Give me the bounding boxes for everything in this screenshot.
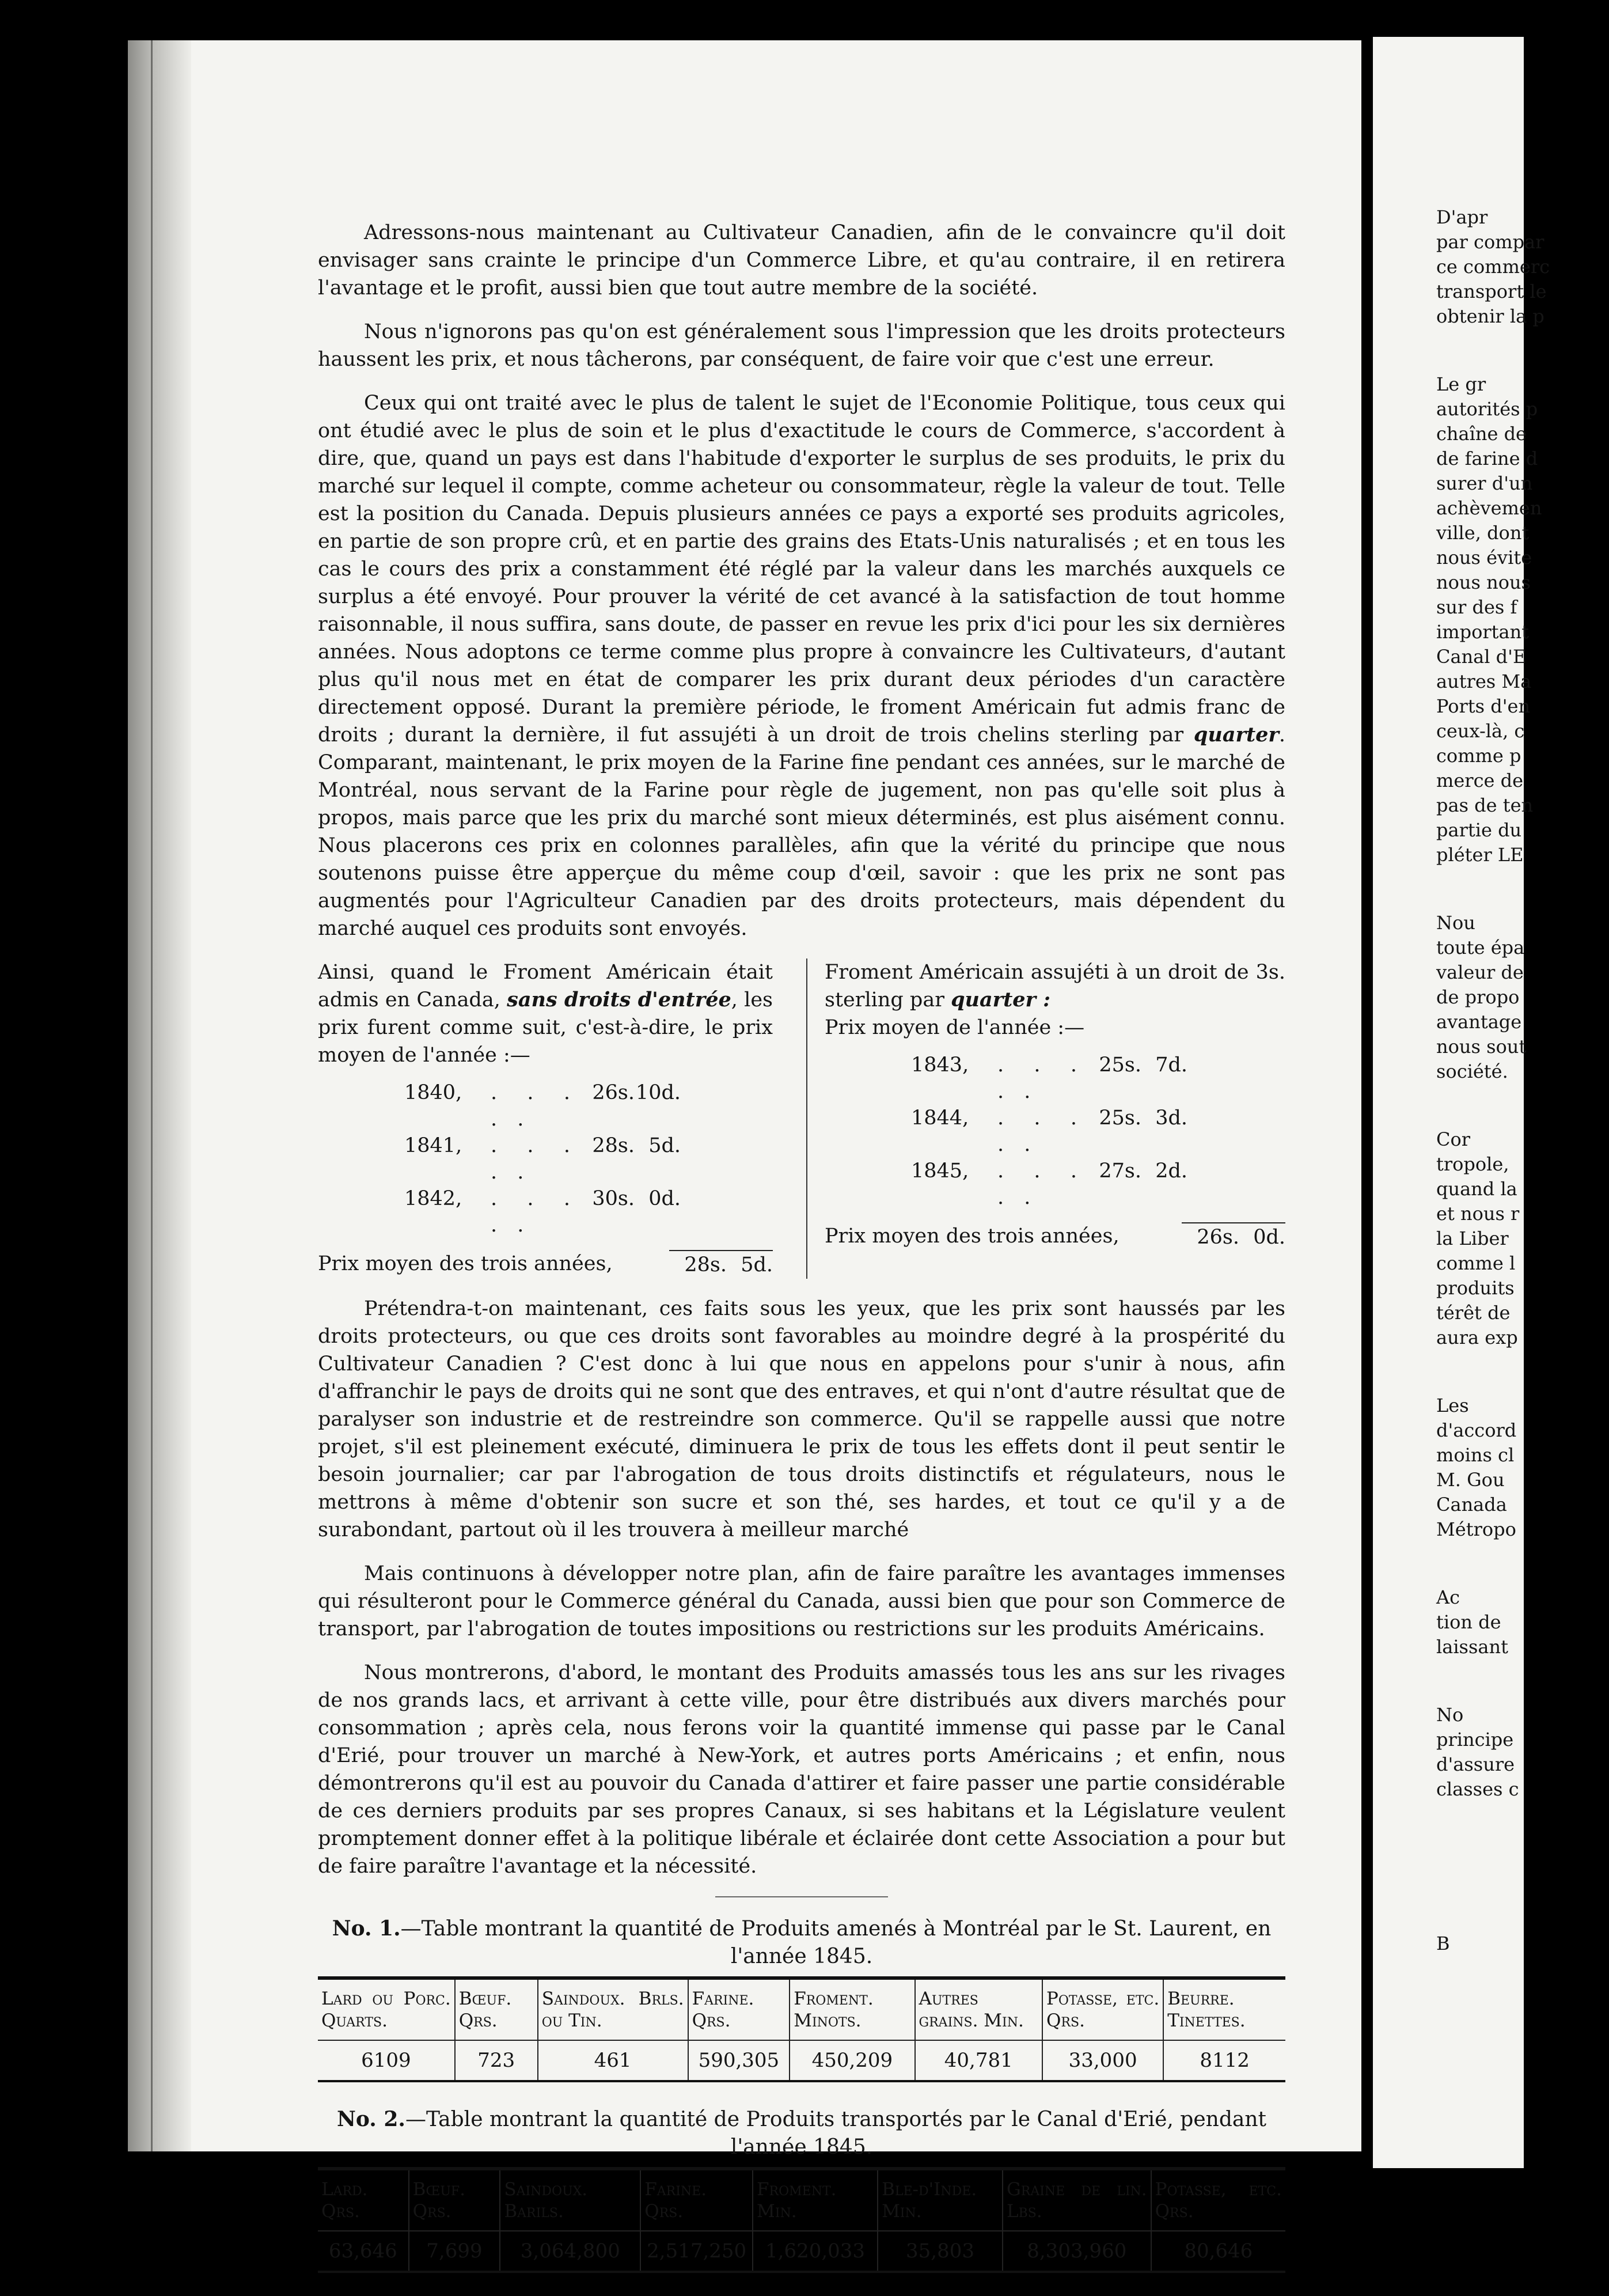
adjacent-page-line: principe: [1436, 1729, 1514, 1751]
paragraph-4: Prétendra-t-on maintenant, ces faits sous les yeux, que les prix sont haussés par les droits protecteurs, ou que ces droits sont favorables au moindre degré à la prospérité du Cultivateur Canadien ? C'est donc à lui que nous en appelons pour s'unir à nous, afin d'affranchir le pays de droits qui ne sont que des entraves, et qui n'ont d'autre résultat que de paralyser son industrie et de restreindre son commerce. Qu'il se rappelle aussi que notre projet, s'il est pleinement exécuté, diminuera le prix de tous les effets dont il peut sentir le besoin journalier; car par l'abrogation de tous droits distinctifs et régulateurs, nous le mettrons à même d'obtenir son sucre et son thé, ses hardes, et tout ce qu'il y a de surabondant, partout où il les trouvera à meilleur marché: [318, 1297, 1285, 1541]
adjacent-page-line: M. Gou: [1436, 1469, 1505, 1491]
table-cell: 1,620,033: [753, 2231, 878, 2272]
adjacent-page-line: nous sout: [1436, 1036, 1527, 1058]
table-header: Farine. Qrs.: [640, 2169, 753, 2231]
adjacent-page-line: aura exp: [1436, 1327, 1518, 1348]
adjacent-page-line: D'apr: [1436, 206, 1488, 228]
quarter-emphasis: quarter: [1193, 723, 1279, 747]
table-header: Potasse, etc. Qrs.: [1151, 2169, 1285, 2231]
adjacent-page-line: d'accord: [1436, 1419, 1517, 1441]
table-2-erie-canal: [318, 2167, 1285, 2273]
adjacent-page-line: tion de: [1436, 1611, 1501, 1633]
price-row: 1845, . . . . . 27s. 2d.: [911, 1160, 1187, 1209]
adjacent-page-line: [1436, 1802, 1609, 1845]
table-header: Froment. Min.: [753, 2169, 878, 2231]
adjacent-page-line: important: [1436, 621, 1530, 643]
document-body: [318, 219, 1285, 2296]
adjacent-page-line: nous nous: [1436, 571, 1531, 593]
table-cell: 3,064,800: [500, 2231, 640, 2272]
adjacent-page-line: société.: [1436, 1060, 1508, 1082]
page-gutter: [128, 40, 191, 2151]
table-cell: 35,803: [878, 2231, 1003, 2272]
adjacent-page-line: Ac: [1436, 1586, 1460, 1608]
adjacent-page-line: Nou: [1436, 912, 1475, 934]
table-cell: 590,305: [688, 2040, 790, 2081]
table-cell: 6109: [318, 2040, 455, 2081]
adjacent-page-line: toute épa: [1436, 937, 1525, 958]
adjacent-page-line: pléter LE: [1436, 844, 1524, 866]
scanned-page: [128, 40, 1361, 2263]
adjacent-page-line: chaîne de: [1436, 423, 1527, 445]
paragraph-2: Nous n'ignorons pas qu'on est généralement sous l'impression que les droits protecteurs haussent les prix, et nous tâcherons, par conséquent, de faire voir que c'est une erreur.: [318, 320, 1285, 371]
adjacent-page-line: partie du: [1436, 819, 1522, 841]
adjacent-page-fragment: [1373, 37, 1550, 2168]
adjacent-page-line: nous évite: [1436, 547, 1532, 569]
table-cell: 450,209: [790, 2040, 914, 2081]
paragraph-5: Mais continuons à développer notre plan, afin de faire paraître les avantages immenses qui résulteront pour le Commerce général du Canada, aussi bien que pour son Commerce de transport, par l'abrogation de toutes impositions ou restrictions sur les produits Américains.: [318, 1562, 1285, 1640]
price-comparison: [318, 958, 1285, 1279]
price-row: 1843, . . . . . 25s. 7d.: [911, 1054, 1187, 1103]
prices-right-intro: Froment Américain assujéti à un droit de 3s. sterling par quarter : Prix moyen de l'année :—: [825, 961, 1285, 1039]
adjacent-page-line: ville, dont: [1436, 522, 1530, 544]
adjacent-page-text: [1436, 205, 1609, 1956]
adjacent-page-line: comme l: [1436, 1252, 1516, 1274]
table-header: Lard. Qrs.: [318, 2169, 409, 2231]
table-cell: 461: [538, 2040, 688, 2081]
adjacent-page-line: moins cl: [1436, 1444, 1515, 1466]
table-1-montreal: [318, 1976, 1285, 2082]
adjacent-page-line: [1436, 867, 1609, 911]
table-header: Bœuf. Qrs.: [455, 1978, 538, 2040]
adjacent-page-line: valeur de: [1436, 961, 1524, 983]
adjacent-page-line: la Liber: [1436, 1227, 1509, 1249]
adjacent-page-line: sur des f: [1436, 596, 1517, 618]
adjacent-page-line: surer d'un: [1436, 472, 1533, 494]
adjacent-page-line: avantage: [1436, 1011, 1522, 1033]
adjacent-page-line: produits: [1436, 1277, 1515, 1299]
adjacent-page-line: pas de ten: [1436, 794, 1534, 816]
paragraph-6: Nous montrerons, d'abord, le montant des Produits amassés tous les ans sur les rivages de nos grands lacs, et arrivant à cette ville, pour être distribués aux divers marchés pour consommation ; après cela, nous ferons voir la quantité immense qui passe par le Canal d'Erié, pour trouver un marché à New-York, et autres ports Américains ; et enfin, nous démontrerons qu'il est au pouvoir du Canada d'attirer et faire passer une partie considérable de ces derniers produits par ses propres Canaux, si ses habitans et la Législature veulent promptement donner effet à la politique libérale et éclairée dont cette Association a pour but de faire paraître l'avantage et la nécessité.: [318, 1661, 1285, 1878]
table-header: Farine. Qrs.: [688, 1978, 790, 2040]
table-cell: 8112: [1200, 2049, 1250, 2072]
adjacent-page-line: classes c: [1436, 1778, 1519, 1800]
adjacent-page-line: transport le: [1436, 281, 1547, 302]
price-average-left: Prix moyen des trois années, 28s. 5d.: [318, 1250, 773, 1279]
adjacent-page-line: ceux-là, c: [1436, 720, 1525, 742]
price-row: 1840, . . . . . 26s. 10d.: [404, 1081, 681, 1131]
adjacent-page-line: laissant: [1436, 1636, 1508, 1658]
adjacent-page-line: autorités p: [1436, 398, 1538, 420]
adjacent-page-line: par compar: [1436, 231, 1545, 253]
adjacent-page-line: térêt de: [1436, 1302, 1511, 1324]
adjacent-page-line: [1436, 1350, 1609, 1393]
adjacent-page-line: merce de: [1436, 770, 1524, 791]
adjacent-page-line: [1436, 1660, 1609, 1703]
price-row: 1842, . . . . . 30s. 0d.: [404, 1187, 681, 1237]
price-row: 1841, . . . . . 28s. 5d.: [404, 1134, 681, 1184]
section-divider: [715, 1896, 888, 1897]
table-cell: 40,781: [915, 2040, 1042, 2081]
table-row: [318, 2231, 1285, 2272]
price-row: 1844, . . . . . 25s. 3d.: [911, 1107, 1187, 1156]
table-header: Beurre. Tinettes.: [1163, 1978, 1285, 2040]
adjacent-page-line: Les: [1436, 1395, 1469, 1416]
table-header: Autres grains. Min.: [915, 1978, 1042, 2040]
table-header: Bœuf. Qrs.: [409, 2169, 500, 2231]
adjacent-page-line: comme p: [1436, 745, 1521, 767]
adjacent-page-line: tropole,: [1436, 1153, 1509, 1175]
adjacent-page-line: [1436, 1084, 1609, 1127]
table-cell: 8,303,960: [1003, 2231, 1151, 2272]
adjacent-page-line: de farine d: [1436, 448, 1538, 469]
adjacent-page-line: Cor: [1436, 1128, 1471, 1150]
table-row: [318, 2040, 1285, 2081]
table-1-caption: No. 1.—Table montrant la quantité de Produits amenés à Montréal par le St. Laurent, en l'année 1845.: [332, 1916, 1272, 1968]
prices-left-intro: Ainsi, quand le Froment Américain était admis en Canada, sans droits d'entrée, les prix furent comme suit, c'est-à-dire, le prix moyen de l'année :—: [318, 961, 773, 1067]
adjacent-page-line: et nous r: [1436, 1203, 1520, 1225]
table-2-caption: No. 2.—Table montrant la quantité de Produits transportés par le Canal d'Erié, pendant l'année 1845.: [337, 2107, 1266, 2159]
adjacent-page-line: No: [1436, 1704, 1464, 1726]
prices-free-trade-column: [318, 958, 773, 1279]
adjacent-page-line: [1436, 1845, 1609, 1888]
paragraph-1: Adressons-nous maintenant au Cultivateur Canadien, afin de le convaincre qu'il doit envisager sans crainte le principe d'un Commerce Libre, et qu'au contraire, il en retirera l'avantage et le profit, aussi bien que tout autre membre de la société.: [318, 221, 1285, 300]
adjacent-page-line: [1436, 1888, 1609, 1931]
adjacent-page-line: Canada: [1436, 1494, 1507, 1515]
adjacent-page-line: Le gr: [1436, 373, 1486, 395]
adjacent-page-line: [1436, 1542, 1609, 1585]
paragraph-3: Ceux qui ont traité avec le plus de talent le sujet de l'Economie Politique, tous ceux qui ont étudié avec le plus de soin et le plus d'exactitude le cours de Commerce, s'accordent à dire, que, quand un pays est dans l'habitude d'exporter le surplus de ses produits, le prix du marché sur lequel il compte, comme acheteur ou consommateur, règle la valeur de tout. Telle est la position du Canada. Depuis plusieurs années ce pays a exporté ses produits agricoles, en partie de son propre crû, et en partie des grains des Etats-Unis naturalisés ; et en tous les cas le cours des prix a constamment été réglé par la valeur dans les marchés auxquels ce surplus a été envoyé. Pour prouver la vérité de cet avancé à la satisfaction de tout homme raisonnable, il nous suffira, sans doute, de passer en revue les prix d'ici pour les six dernières années. Nous adoptons ce terme comme plus propre à convaincre les Cultivateurs, d'autant plus qu'il nous met en état de comparer les prix durant deux périodes d'un caractère directement opposé. Durant la première période, le froment Américain fut admis franc de droits ; durant la dernière, il fut assujéti à un droit de trois chelins sterling par quarter. Comparant, maintenant, le prix moyen de la Farine fine pendant ces années, sur le marché de Montréal, nous servant de la Farine pour règle de jugement, non pas qu'elle soit plus à propos, mais parce que les prix du marché sont mieux déterminés, est plus aisément connu. Nous placerons ces prix en colonnes parallèles, afin que la vérité du principe que nous soutenons puisse être apperçue du même coup d'œil, savoir : que les prix ne sont pas augmentés pour l'Agriculteur Canadien par des droits protecteurs, mais dépendent du marché auquel ces produits sont envoyés.: [318, 392, 1285, 940]
adjacent-page-line: autres Ma: [1436, 670, 1532, 692]
table-cell: 33,000: [1042, 2040, 1163, 2081]
table-cell: 2,517,250: [640, 2231, 753, 2272]
price-average-right: Prix moyen des trois années, 26s. 0d.: [825, 1222, 1285, 1251]
adjacent-page-line: de propo: [1436, 986, 1520, 1008]
prices-duty-column: [806, 958, 1285, 1279]
table-cell: 7,699: [409, 2231, 500, 2272]
adjacent-page-line: achèvemen: [1436, 497, 1542, 519]
adjacent-page-line: ce commerc: [1436, 256, 1550, 278]
table-cell: 80,646: [1184, 2240, 1253, 2263]
adjacent-page-line: obtenir la p: [1436, 305, 1545, 327]
table-header: Saindoux. Barils.: [500, 2169, 640, 2231]
adjacent-page-line: d'assure: [1436, 1753, 1515, 1775]
adjacent-page-line: B: [1436, 1933, 1450, 1954]
table-header: Lard ou Porc. Quarts.: [318, 1978, 455, 2040]
table-header: Graine de lin. Lbs.: [1003, 2169, 1151, 2231]
table-cell: 63,646: [318, 2231, 409, 2272]
adjacent-page-line: quand la: [1436, 1178, 1517, 1200]
table-cell: 723: [455, 2040, 538, 2081]
table-header: Saindoux. Brls. ou Tin.: [538, 1978, 688, 2040]
adjacent-page-line: [1436, 329, 1609, 372]
table-header: Ble-d'Inde. Min.: [878, 2169, 1003, 2231]
adjacent-page-line: Canal d'E: [1436, 646, 1527, 668]
table-header: Froment. Minots.: [790, 1978, 914, 2040]
table-header: Potasse, etc. Qrs.: [1042, 1978, 1163, 2040]
adjacent-page-line: Ports d'en: [1436, 695, 1531, 717]
adjacent-page-line: Métropo: [1436, 1518, 1516, 1540]
